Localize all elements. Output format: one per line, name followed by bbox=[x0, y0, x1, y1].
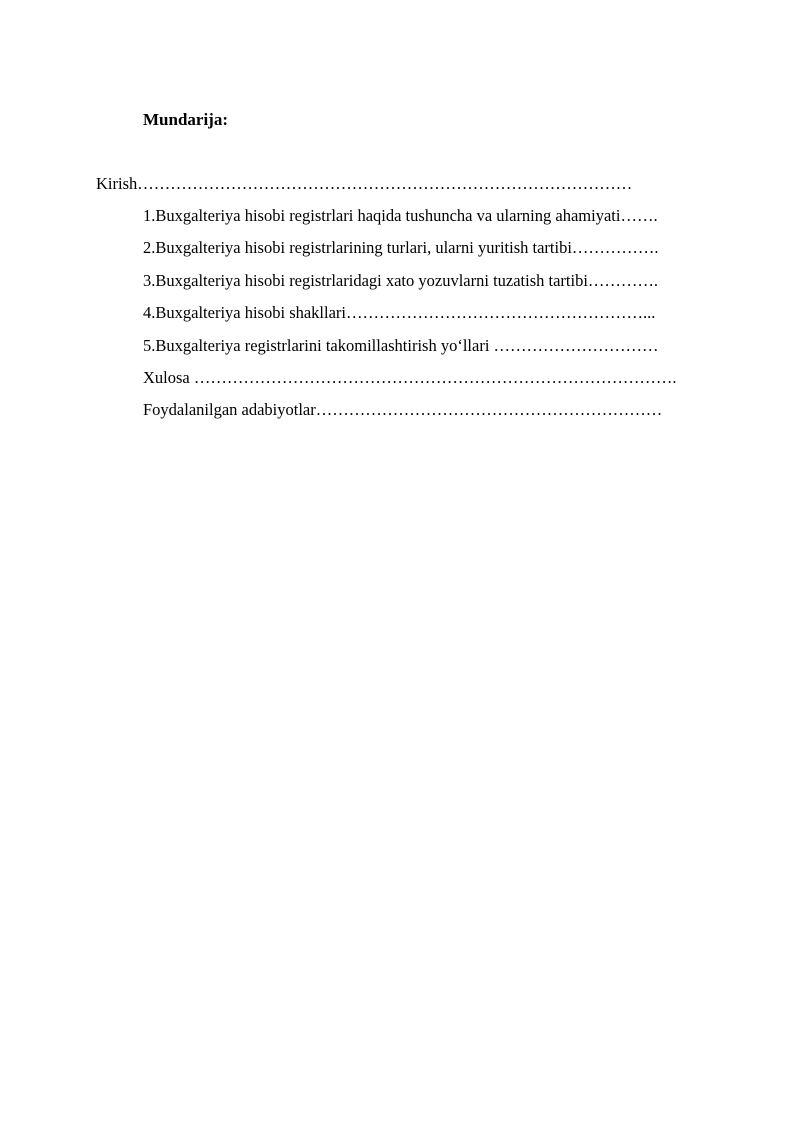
toc-item-2: 2.Buxgalteriya hisobi registrlarining turlari, ularni yuritish tartibi……………. bbox=[143, 238, 659, 257]
toc-item-5: 5.Buxgalteriya registrlarini takomillashtirish yo‘llari ………………………… bbox=[143, 336, 659, 355]
toc-item-4: 4.Buxgalteriya hisobi shakllari………………………………………………... bbox=[143, 303, 656, 322]
toc-item-adabiyotlar: Foydalanilgan adabiyotlar……………………………………………………… bbox=[143, 400, 663, 419]
toc-item-kirish: Kirish……………………………………………………………………………… bbox=[96, 174, 633, 193]
toc-heading: Mundarija: bbox=[143, 110, 228, 129]
toc-item-xulosa: Xulosa ……………………………………………………………………………. bbox=[143, 368, 677, 387]
toc-item-3: 3.Buxgalteriya hisobi registrlaridagi xato yozuvlarni tuzatish tartibi…………. bbox=[143, 271, 659, 290]
toc-item-1: 1.Buxgalteriya hisobi registrlari haqida tushuncha va ularning ahamiyati……. bbox=[143, 206, 658, 225]
